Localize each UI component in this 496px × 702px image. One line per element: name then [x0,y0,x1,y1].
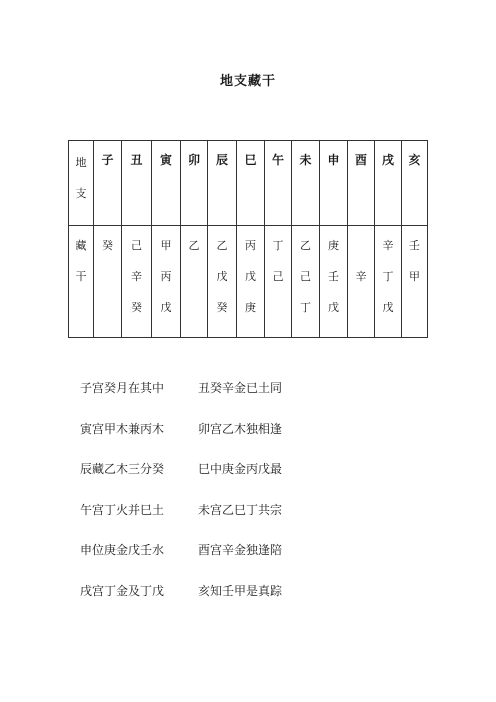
stem: 辛 [355,270,367,283]
stem: 己 [272,270,284,283]
verse-right: 巳中庚金丙戊最 [198,462,283,476]
stem: 丙 [245,239,256,252]
branch-you: 酉 [348,141,375,226]
stem: 乙 [188,239,200,252]
hidden-stems-row [69,226,428,338]
stem: 辛 [131,270,142,283]
stem: 癸 [216,301,228,314]
stems-yin [152,226,181,338]
stems-chou [122,226,152,338]
stem: 乙 [300,239,311,252]
stem: 丙 [160,270,172,283]
stem: 戊 [160,301,172,314]
page-title: 地支藏干 [219,74,276,89]
stem: 庚 [328,239,339,252]
verse-left: 寅宫甲木兼丙木 [80,421,165,436]
verse-right: 未宫乙巳丁共宗 [198,502,283,517]
stem: 癸 [102,239,113,252]
stems-zi [94,226,122,338]
stems-chen [208,226,237,338]
stem: 戊 [245,270,256,283]
stem: 丁 [272,239,284,252]
stems-shen [320,226,348,338]
stem: 壬 [328,270,339,283]
stem: 戊 [216,270,228,283]
verse-left: 辰藏乙木三分癸 [80,462,165,476]
stem: 辛 [382,239,394,252]
verse-left: 申位庚金戊壬水 [80,543,165,557]
row-label-hidden-stems [69,226,94,338]
branch-shen: 申 [320,141,348,226]
verse-right: 酉宫辛金独逢陪 [198,543,283,557]
verse-row [80,380,338,421]
stems-mao [181,226,208,338]
branch-chen: 辰 [208,141,237,226]
stem: 戊 [328,301,339,314]
branch-xu: 戌 [375,141,402,226]
verse-row [80,461,338,502]
branch-wei: 未 [292,141,320,226]
verse-right: 卯宫乙木独相逢 [198,421,283,436]
row-label-char: 干 [75,270,87,283]
branch-table [68,140,428,338]
stems-you [348,226,375,338]
verse-left: 午宫丁火并巳土 [80,502,165,517]
branch-wu: 午 [265,141,292,226]
stems-wu [265,226,292,338]
stems-hai [402,226,428,338]
row-label-char: 地 [75,156,87,169]
stem: 己 [300,270,311,283]
stems-wei [292,226,320,338]
branch-yin: 寅 [152,141,181,226]
verse-right: 亥知壬甲是真踪 [198,583,283,598]
verse-right: 丑癸辛金已土同 [198,381,283,395]
branch-mao: 卯 [181,141,208,226]
row-label-char: 支 [75,187,87,200]
verse-row [80,583,338,624]
stem: 丁 [300,301,311,314]
branch-si: 巳 [237,141,265,226]
verse-list [80,380,338,623]
stems-xu [375,226,402,338]
verse-row [80,421,338,462]
row-label-branches [69,141,94,226]
branch-hai: 亥 [402,141,428,226]
stem: 丁 [382,270,394,283]
stem: 庚 [245,301,256,314]
branch-header-row [69,141,428,226]
branch-chou: 丑 [122,141,152,226]
stem: 己 [131,239,142,252]
stems-si [237,226,265,338]
stem: 癸 [131,301,142,314]
branch-zi: 子 [94,141,122,226]
stem: 乙 [216,239,228,252]
verse-row [80,542,338,583]
verse-row [80,502,338,543]
stem: 戊 [382,301,394,314]
stem: 甲 [409,270,420,283]
stem: 甲 [160,239,172,252]
verse-left: 戌宫丁金及丁戊 [80,583,165,598]
stem: 壬 [409,239,420,252]
row-label-char: 藏 [75,239,87,252]
verse-left: 子宫癸月在其中 [80,381,165,395]
